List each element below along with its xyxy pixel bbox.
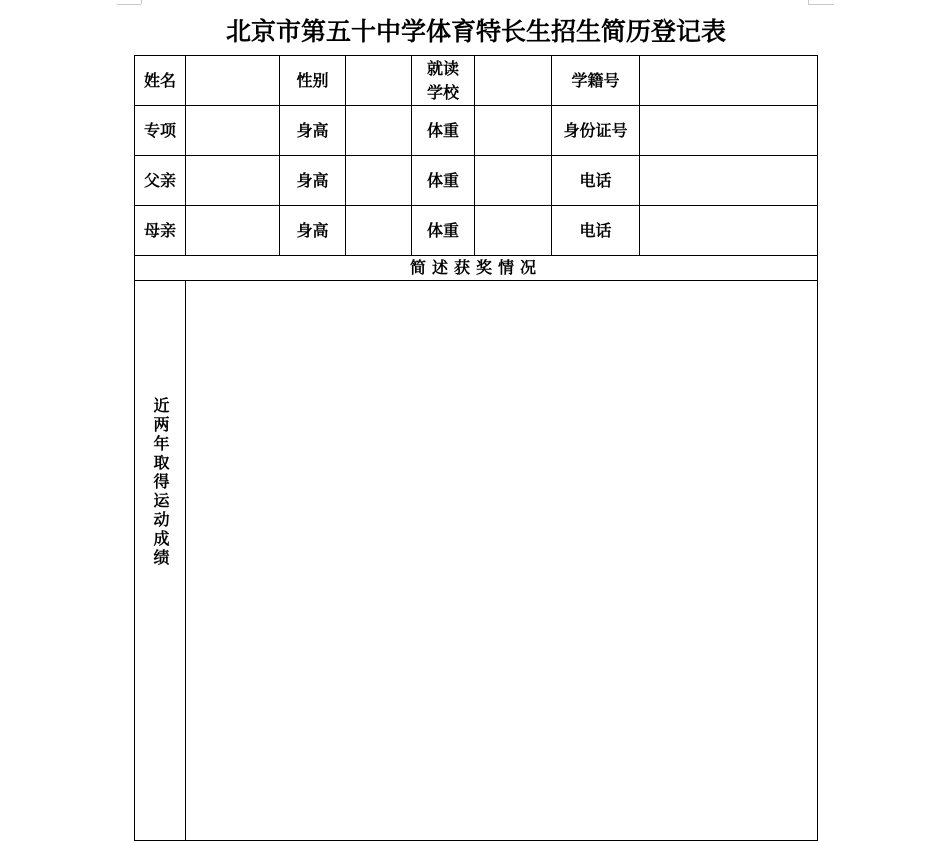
value-cell-father-height[interactable] — [346, 156, 412, 206]
label-cell: 体重 — [412, 156, 475, 206]
value-cell-name[interactable] — [186, 56, 280, 106]
label-school: 就读学校 — [426, 58, 459, 102]
value-cell-student-id[interactable] — [640, 56, 818, 106]
table-row — [135, 56, 818, 106]
page-corner-mark — [808, 0, 810, 4]
value-cell-mother[interactable] — [186, 206, 280, 256]
value-cell-mother-weight[interactable] — [475, 206, 552, 256]
value-cell-mother-height[interactable] — [346, 206, 412, 256]
label-cell: 姓名 — [135, 56, 186, 106]
page-corner-mark — [140, 0, 142, 4]
page-corner-mark — [117, 0, 141, 5]
recent-results-input[interactable] — [186, 281, 818, 841]
value-cell-father-phone[interactable] — [640, 156, 818, 206]
table-row — [135, 106, 818, 156]
value-cell-father-weight[interactable] — [475, 156, 552, 206]
value-cell-father[interactable] — [186, 156, 280, 206]
table-row — [135, 156, 818, 206]
label-cell: 体重 — [412, 206, 475, 256]
label-cell — [135, 281, 186, 841]
label-cell: 母亲 — [135, 206, 186, 256]
label-cell: 身高 — [280, 156, 346, 206]
value-cell-specialty[interactable] — [186, 106, 280, 156]
table-row — [135, 281, 818, 841]
label-cell: 身份证号 — [552, 106, 640, 156]
value-cell-gender[interactable] — [346, 56, 412, 106]
page-corner-mark — [808, 0, 834, 5]
label-cell: 性别 — [280, 56, 346, 106]
value-cell-weight[interactable] — [475, 106, 552, 156]
value-cell-height[interactable] — [346, 106, 412, 156]
label-cell: 身高 — [280, 106, 346, 156]
table-row — [135, 206, 818, 256]
label-cell: 体重 — [412, 106, 475, 156]
value-cell-mother-phone[interactable] — [640, 206, 818, 256]
label-cell: 电话 — [552, 206, 640, 256]
recent-results-label: 近两年取得运动成绩 — [151, 397, 170, 568]
label-cell: 学籍号 — [552, 56, 640, 106]
document-title: 北京市第五十中学体育特长生招生简历登记表 — [225, 17, 726, 46]
label-cell — [412, 56, 475, 106]
table-row — [135, 256, 818, 281]
registration-form-table — [134, 55, 818, 841]
label-cell: 父亲 — [135, 156, 186, 206]
label-cell: 专项 — [135, 106, 186, 156]
summary-header: 简述获奖情况 — [135, 256, 818, 281]
value-cell-school[interactable] — [475, 56, 552, 106]
label-cell: 身高 — [280, 206, 346, 256]
label-cell: 电话 — [552, 156, 640, 206]
value-cell-id-number[interactable] — [640, 106, 818, 156]
